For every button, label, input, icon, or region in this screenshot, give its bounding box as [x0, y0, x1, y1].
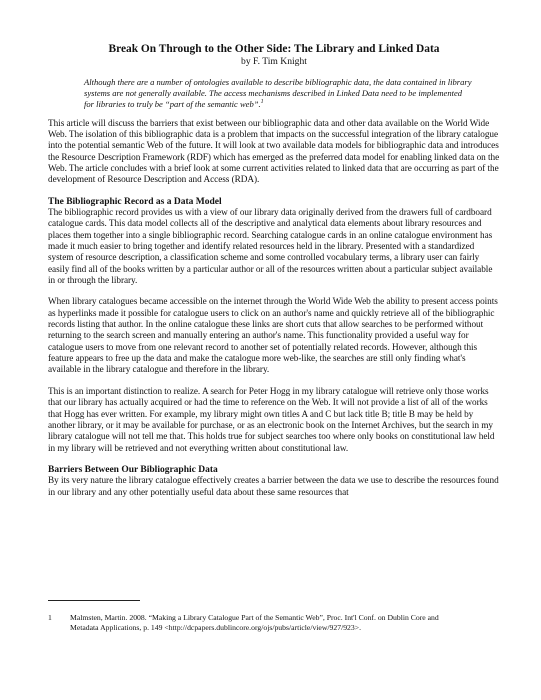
- section1-paragraph-3: This is an important distinction to realize. A search for Peter Hogg in my library catalogue will retrieve only those works that our library has actually acquired or had the time to reference on the Web. It will not provide a list of all of the works that Hogg has ever written. For example, my library might own titles A and C but lack title B; title B may be held by another library, or it may be available for purchase, or as an electronic book on the Internet Archives, but the search in my library catalogue will not tell me that. This holds true for subject searches too where only books on constitutional law held in my library will be retrieved and not everything written about constitutional law.: [48, 386, 495, 454]
- abstract-footnote-mark[interactable]: 1: [260, 99, 264, 106]
- footnote: [48, 613, 508, 634]
- abstract-text: Although there are a number of ontologies available to describe bibliographic data, the data contained in library systems are not generally available. The access mechanisms described in Linked Data need to be implemented for libraries to truly be “part of the semantic web”.: [84, 77, 472, 110]
- article-page: [48, 42, 500, 509]
- section-heading-bibliographic-record: The Bibliographic Record as a Data Model: [48, 196, 222, 207]
- section-heading-barriers: Barriers Between Our Bibliographic Data: [48, 464, 218, 475]
- section2-paragraph-1: By its very nature the library catalogue effectively creates a barrier between the data we use to describe the resources found in our library and any other potentially useful data about these same resources that: [48, 476, 499, 498]
- article-abstract: [84, 77, 472, 111]
- footnote-line-1: Malmsten, Martin. 2008. “Making a Library Catalogue Part of the Semantic Web”, Proc. Int'l Conf. on Dublin Core and: [70, 613, 439, 622]
- footnote-line-2[interactable]: Metadata Applications, p. 149 <http://dcpapers.dublincore.org/ojs/pubs/article/view/927/923>.: [70, 623, 361, 633]
- footnote-divider: [48, 600, 140, 601]
- section1-paragraph-2: When library catalogues became accessible on the internet through the World Wide Web the ability to present access points as hyperlinks made it possible for catalogue users to click on an author's name and quickly retrieve all of the bibliographic records listing that author. In the online catalogue these links are short cuts that allow searches to be performed without returning to the search screen and manually entering an author's name. This functionality provided a useful way for catalogue users to move from one relevant record to another set of potentially related records. However, although this feature appears to free up the data and make the catalogue more web-like, the searches are still only finding what's available in the library catalogue and therefore in the library.: [48, 297, 498, 376]
- article-author: by F. Tim Knight: [241, 56, 307, 67]
- section1-paragraph-1: The bibliographic record provides us with a view of our library data originally derived from the drawers full of cardboard catalogue cards. This data model collects all of the descriptive and analytical data elements about library resources and places them together into a single bibliographic record. Searching catalogue cards in an online catalogue environment has made it much easier to bring together and identify related resources held in the library. Presented with a standardized system of resource description, a classification scheme and some controlled vocabulary terms, a library user can fairly easily find all of the books written by a particular author or all of the resources written about a particular subject available in or through the library.: [48, 208, 493, 287]
- intro-paragraph: This article will discuss the barriers that exist between our bibliographic data and other data available on the World Wide Web. The isolation of this bibliographic data is a problem that impacts on the successful integration of the library catalogue into the potential semantic Web of the future. It will look at two available data models for bibliographic data and introduces the Resource Description Framework (RDF) which has emerged as the preferred data model for enabling linked data on the Web. The article concludes with a brief look at some current activities related to linked data that are occurring as part of the development of Resource Description and Access (RDA).: [48, 118, 500, 186]
- article-title: Break On Through to the Other Side: The Library and Linked Data: [108, 43, 440, 55]
- footnote-number: 1: [48, 613, 52, 622]
